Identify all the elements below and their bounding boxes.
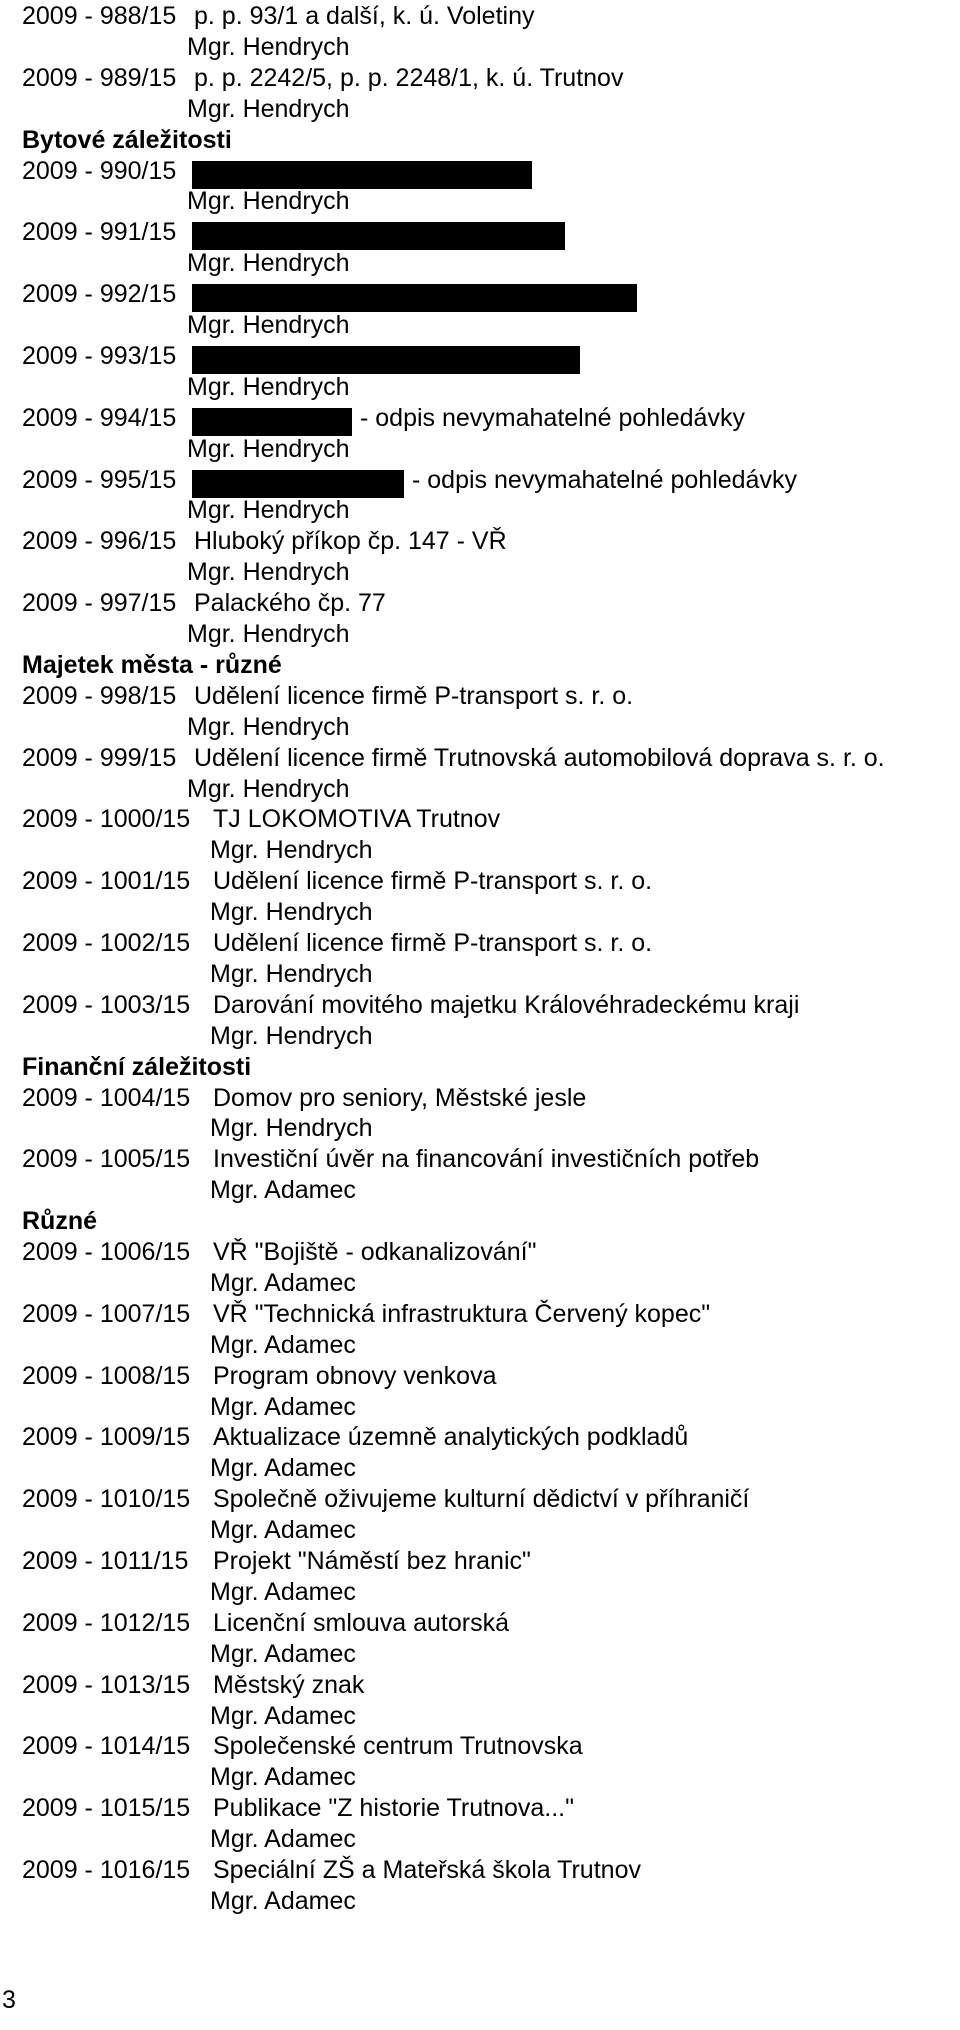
presenter-name: Mgr. Hendrych [187, 311, 350, 339]
resolution-number: 2009 - 1000/15 [22, 805, 191, 834]
presenter-name: Mgr. Adamec [210, 1330, 356, 1359]
presenter-name: Mgr. Hendrych [210, 1021, 373, 1050]
presenter-name: Mgr. Hendrych [187, 496, 350, 525]
resolution-title: Udělení licence firmě P-transport s. r. o. [213, 867, 653, 896]
presenter-name: Mgr. Hendrych [210, 836, 373, 865]
redaction-bar [192, 161, 532, 189]
redaction-bar [192, 284, 637, 312]
resolution-title: Hluboký příkop čp. 147 - VŘ [194, 527, 507, 556]
resolution-number: 2009 - 1012/15 [22, 1608, 191, 1637]
resolution-title: Udělení licence firmě Trutnovská automobilová doprava s. r. o. [194, 743, 885, 772]
resolution-number: 2009 - 1010/15 [22, 1485, 191, 1514]
resolution-number: 2009 - 989/15 [22, 63, 177, 92]
presenter-name: Mgr. Adamec [210, 1176, 356, 1205]
resolution-title: Společenské centrum Trutnovska [213, 1732, 583, 1761]
resolution-title: VŘ "Technická infrastruktura Červený kopec" [213, 1299, 711, 1328]
presenter-name: Mgr. Hendrych [187, 620, 350, 648]
resolution-number: 2009 - 1007/15 [22, 1299, 191, 1328]
resolution-title: Společně oživujeme kulturní dědictví v příhraničí [213, 1485, 750, 1514]
resolution-number: 2009 - 993/15 [22, 341, 177, 370]
presenter-name: Mgr. Adamec [210, 1701, 356, 1730]
presenter-name: Mgr. Adamec [210, 1763, 356, 1792]
resolution-title: p. p. 93/1 a další, k. ú. Voletiny [194, 2, 535, 30]
resolution-title: Speciální ZŠ a Mateřská škola Trutnov [213, 1856, 641, 1884]
section-heading: Finanční záležitosti [22, 1052, 252, 1081]
resolution-number: 2009 - 1002/15 [22, 929, 191, 957]
presenter-name: Mgr. Hendrych [187, 712, 350, 741]
resolution-number: 2009 - 995/15 [22, 465, 177, 494]
presenter-name: Mgr. Adamec [210, 1577, 356, 1606]
resolution-number: 2009 - 1006/15 [22, 1238, 191, 1266]
resolution-number: 2009 - 1009/15 [22, 1423, 191, 1452]
resolution-title: - odpis nevymahatelné pohledávky [412, 465, 797, 494]
resolution-number: 2009 - 994/15 [22, 403, 177, 432]
resolution-title: Investiční úvěr na financování investičních potřeb [213, 1145, 760, 1174]
resolution-title: Městský znak [213, 1670, 365, 1699]
resolution-number: 2009 - 1004/15 [22, 1083, 191, 1112]
resolution-title: Darování movitého majetku Královéhradeckému kraji [213, 990, 800, 1019]
presenter-name: Mgr. Hendrych [187, 187, 350, 216]
resolution-number: 2009 - 1011/15 [22, 1547, 189, 1575]
resolution-number: 2009 - 997/15 [22, 589, 177, 618]
resolution-title: Program obnovy venkova [213, 1361, 497, 1390]
redaction-bar [192, 346, 580, 374]
resolution-title: Domov pro seniory, Městské jesle [213, 1083, 587, 1112]
resolution-number: 2009 - 992/15 [22, 280, 177, 309]
resolution-number: 2009 - 1013/15 [22, 1670, 191, 1699]
redaction-bar [192, 408, 352, 436]
resolution-number: 2009 - 996/15 [22, 527, 177, 556]
presenter-name: Mgr. Adamec [210, 1268, 356, 1297]
presenter-name: Mgr. Adamec [210, 1886, 356, 1915]
presenter-name: Mgr. Adamec [210, 1825, 356, 1854]
resolution-number: 2009 - 1008/15 [22, 1361, 191, 1390]
presenter-name: Mgr. Hendrych [187, 558, 350, 587]
resolution-title: p. p. 2242/5, p. p. 2248/1, k. ú. Trutnov [194, 63, 624, 92]
section-heading: Bytové záležitosti [22, 125, 232, 154]
presenter-name: Mgr. Adamec [210, 1516, 356, 1545]
redaction-bar [192, 222, 565, 250]
resolution-number: 2009 - 988/15 [22, 2, 177, 30]
resolution-title: Publikace "Z historie Trutnova..." [213, 1794, 574, 1823]
resolution-title: Udělení licence firmě P-transport s. r. o. [213, 929, 653, 957]
resolution-title: TJ LOKOMOTIVA Trutnov [213, 805, 501, 834]
resolution-number: 2009 - 1015/15 [22, 1794, 191, 1823]
resolution-number: 2009 - 1014/15 [22, 1732, 191, 1761]
presenter-name: Mgr. Hendrych [187, 249, 350, 278]
redaction-bar [192, 470, 404, 498]
resolution-title: Aktualizace územně analytických podkladů [213, 1423, 689, 1452]
presenter-name: Mgr. Adamec [210, 1454, 356, 1483]
resolution-number: 2009 - 999/15 [22, 743, 177, 772]
resolution-title: Projekt "Náměstí bez hranic" [213, 1547, 531, 1575]
section-heading: Majetek města - různé [22, 650, 282, 679]
resolution-number: 2009 - 990/15 [22, 156, 177, 185]
resolution-title: Licenční smlouva autorská [213, 1608, 509, 1637]
resolution-title: Palackého čp. 77 [194, 589, 386, 618]
presenter-name: Mgr. Adamec [210, 1639, 356, 1668]
presenter-name: Mgr. Adamec [210, 1392, 356, 1421]
resolution-title: Udělení licence firmě P-transport s. r. o. [194, 681, 634, 710]
presenter-name: Mgr. Hendrych [187, 434, 350, 463]
presenter-name: Mgr. Hendrych [210, 959, 373, 988]
resolution-number: 2009 - 1016/15 [22, 1856, 191, 1884]
presenter-name: Mgr. Hendrych [187, 372, 350, 401]
resolution-number: 2009 - 998/15 [22, 681, 177, 710]
presenter-name: Mgr. Hendrych [210, 898, 373, 927]
resolution-title: - odpis nevymahatelné pohledávky [360, 403, 745, 432]
presenter-name: Mgr. Hendrych [187, 32, 350, 61]
resolution-title: VŘ "Bojiště - odkanalizování" [213, 1238, 537, 1266]
resolution-number: 2009 - 991/15 [22, 218, 177, 247]
page-number: 3 [2, 1986, 16, 2014]
section-heading: Různé [22, 1207, 97, 1236]
resolution-number: 2009 - 1003/15 [22, 990, 191, 1019]
resolution-number: 2009 - 1005/15 [22, 1145, 191, 1174]
resolution-number: 2009 - 1001/15 [22, 867, 191, 896]
presenter-name: Mgr. Hendrych [187, 774, 350, 803]
presenter-name: Mgr. Hendrych [187, 94, 350, 123]
presenter-name: Mgr. Hendrych [210, 1114, 373, 1143]
